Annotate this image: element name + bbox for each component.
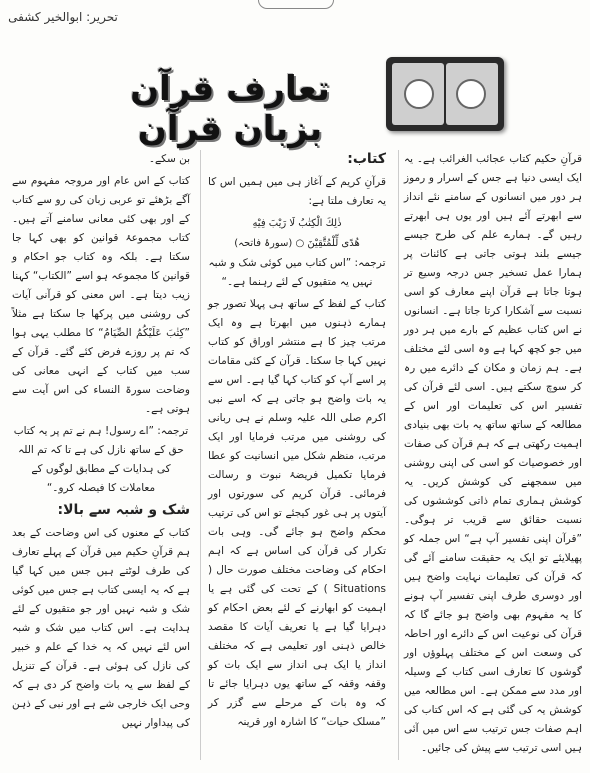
column-divider [200, 150, 201, 760]
paragraph: کتاب کے معنوں کی اس وضاحت کے بعد ہم قرآنِ حکیم میں قرآن کے پہلے تعارف کی طرف لوٹتے ہیں جس میں کہا گیا ہے کہ یہ ایسی کتاب ہے جس میں کوئی شک و شبہ نہیں اور جو متقیوں کے لئے ہدایت ہے۔ اس کتاب میں شک و شبہ اس لئے نہیں کہ یہ خدا کے علم و خبیر کی نازل کی ہوئی ہے۔ قرآن کے تنزیل کے لفظ سے یہ بات واضح کر دی ہے کہ وحی ایک خارجی شے ہے اور نبی کے ذہن کی پیداوار نہیں [12, 527, 190, 729]
column-right [404, 150, 582, 761]
ayah-line: هُدًى لِّلْمُتَّقِيْنَ ○ (سورۂ فاتحہ) [234, 238, 360, 249]
ayah-line: ذٰلِكَ الْكِتٰبُ لَا رَيْبَ فِيْهِ [252, 218, 342, 229]
paragraph: کتاب کے اس عام اور مروجہ مفہوم سے آگے بڑھئے تو عربی زبان کی رو سے کتاب کے اور بھی کئی معانی سامنے آتے ہیں۔ کتاب مجموعۂ قوانین کو بھی کہا جا سکتا ہے۔ بلکہ وہ کتاب جو احکام و قوانین کا مجموعہ ہو اسے ”الکتاب“ کہنا زیب دیتا ہے۔ اس معنی کو قرآنی آیات کی روشنی میں پرکھا جا سکتا ہے مثلاً ”كِتٰبَ عَلَيْكُمُ الصِّيَامُ“ کا مطلب یہی ہوا کہ تم پر روزے فرض کئے گئے۔ قرآن کے سب میں کتاب کے انہی معانی کی وضاحت سورۃ النساء کی اس آیت سے ہوتی ہے۔ [12, 175, 190, 415]
open-quran-icon [386, 57, 504, 131]
section-heading-kitab: کتاب: [347, 151, 386, 167]
article-title: تعارف قرآن بزبان قرآن [130, 69, 330, 149]
column-left [12, 150, 190, 736]
top-ornament [258, 0, 334, 9]
translation: ترجمہ: ”اس کتاب میں کوئی شک و شبہ نہیں یہ متقیوں کے لئے رہنما ہے۔“ [208, 257, 386, 288]
paragraph: قرآنِ حکیم کتاب عجائب الغرائب ہے۔ یہ ایک ایسی دنیا ہے جس کے اسرار و رموز ہر دور میں انسانوں کے سامنے نئے انداز سے ابھرتے آئے ہیں اور یوں ہی ابھرتے رہیں گے۔ ہمارے علم کی طرح جیسے جیسے بلند ہوتی جاتی ہے کائنات پر ہمارا عمل تسخیر جس درجہ وسیع تر ہوتا جاتا ہے قرآن اپنے معارف کو اسی نسبت سے آشکارا کرتا جاتا ہے۔ انسانوں نے اس کتاب عظیم کے بارے میں ہر دور میں جو کچھ کہا ہے وہ اسی لئے مختلف ہے۔ ہم زمان و مکان کے دائرے میں رہ کر سوچ سکتے ہیں۔ اسی لئے قرآن کی تفسیر اس کی تعلیمات اور اس کے مطالعہ کے ساتھ ساتھ یہ بات بھی بنیادی اہمیت رکھتی ہے کہ ہم قرآن کی صفات اور خصوصیات کو اسی کی اپنی روشنی میں سمجھنے کی کوشش کریں۔ یہ کوشش ہماری تمام ذاتی کوششوں کی نسبت حقائق سے قریب تر ہوگی۔ ”قرآن اپنی تفسیر آپ ہے“ اس جملہ کو پھیلایئے تو ایک یہ حقیقت سامنے آئے گی کہ قرآن کی تعلیمات نہایت واضح ہیں اور دوسری طرف اپنی تفسیر آپ ہونے کا یہ مفہوم بھی واضح ہو جائے گا کہ قرآن کی نوعیت اس کے دائرے اور احاطہ کی وسعت اس کے مختلف پہلوؤں اور گوشوں کا تعارف اسی کتاب کے وسیلہ اور مدد سے ممکن ہے۔ اس مطالعہ میں کوشش یہ کی گئی ہے کہ اس کتاب کی اہم صفات جس ترتیب سے اس میں آئی ہیں اسی ترتیب سے پیش کی جائیں۔ [404, 153, 582, 754]
paragraph: بن سکے۔ [148, 153, 190, 165]
paragraph: قرآنِ کریم کے آغاز ہی میں ہمیں اس کا یہ تعارف ملتا ہے: [208, 176, 386, 207]
column-divider [398, 150, 399, 760]
author-byline: تحریر: ابوالخیر کشفی [8, 10, 118, 24]
title-banner [80, 55, 510, 149]
section-heading-doubt: شک و شبہ سے بالا: [57, 502, 190, 518]
paragraph: کتاب کے لفظ کے ساتھ ہی پہلا تصور جو ہمارے ذہنوں میں ابھرتا ہے وہ ایک مرتب چیز کا ہے منتشر اوراق کو کتاب نہیں کہا جا سکتا۔ قرآن کے کئی مقامات پر اسے آپ کو کتاب کہا گیا ہے۔ اس سے یہ بات واضح ہو جاتی ہے کہ اسے نبی اکرم صلی اللہ علیہ وسلم نے ہی ربانی کی روشنی میں مرتب فرمایا اور ایک مرتب، منظم شکل میں انسانیت کو عطا فرمایا تکمیل فریضۂ نبوت و رسالت فرمائی۔ قرآن کریم کی سورتوں اور آیتوں پر ہی غور کیجئے تو اس کی ترتیب محکم واضح ہو جائے گی۔ وہی بات تکرار کی قرآن کی اساس ہے کہ اہم احکام کی وضاحت مختلف صورت حال ( Situations ) کے تحت کی گئی ہے یا اہمیت کو ابھارنے کے لئے بعض احکام کو دہرایا گیا ہے یا تعریف آیات کا مقصد خالص ذہنی اور تعلیمی ہے کہ مختلف انداز یا ایک ہی انداز سے ایک بات کو وقفہ وقفہ کے ساتھ یوں دہرایا جائے تا کہ وہ بات کے مرحلے سے گزر کر ”مسلک حیات“ کا اشارہ اور قرینہ [208, 298, 386, 728]
translation: ترجمہ: ”اے رسول! ہم نے تم پر یہ کتاب حق کے ساتھ نازل کی ہے تا کہ تم اللہ کی ہدایات کے مطابق لوگوں کے معاملات کا فیصلہ کرو۔“ [13, 425, 189, 494]
column-middle [208, 150, 386, 735]
